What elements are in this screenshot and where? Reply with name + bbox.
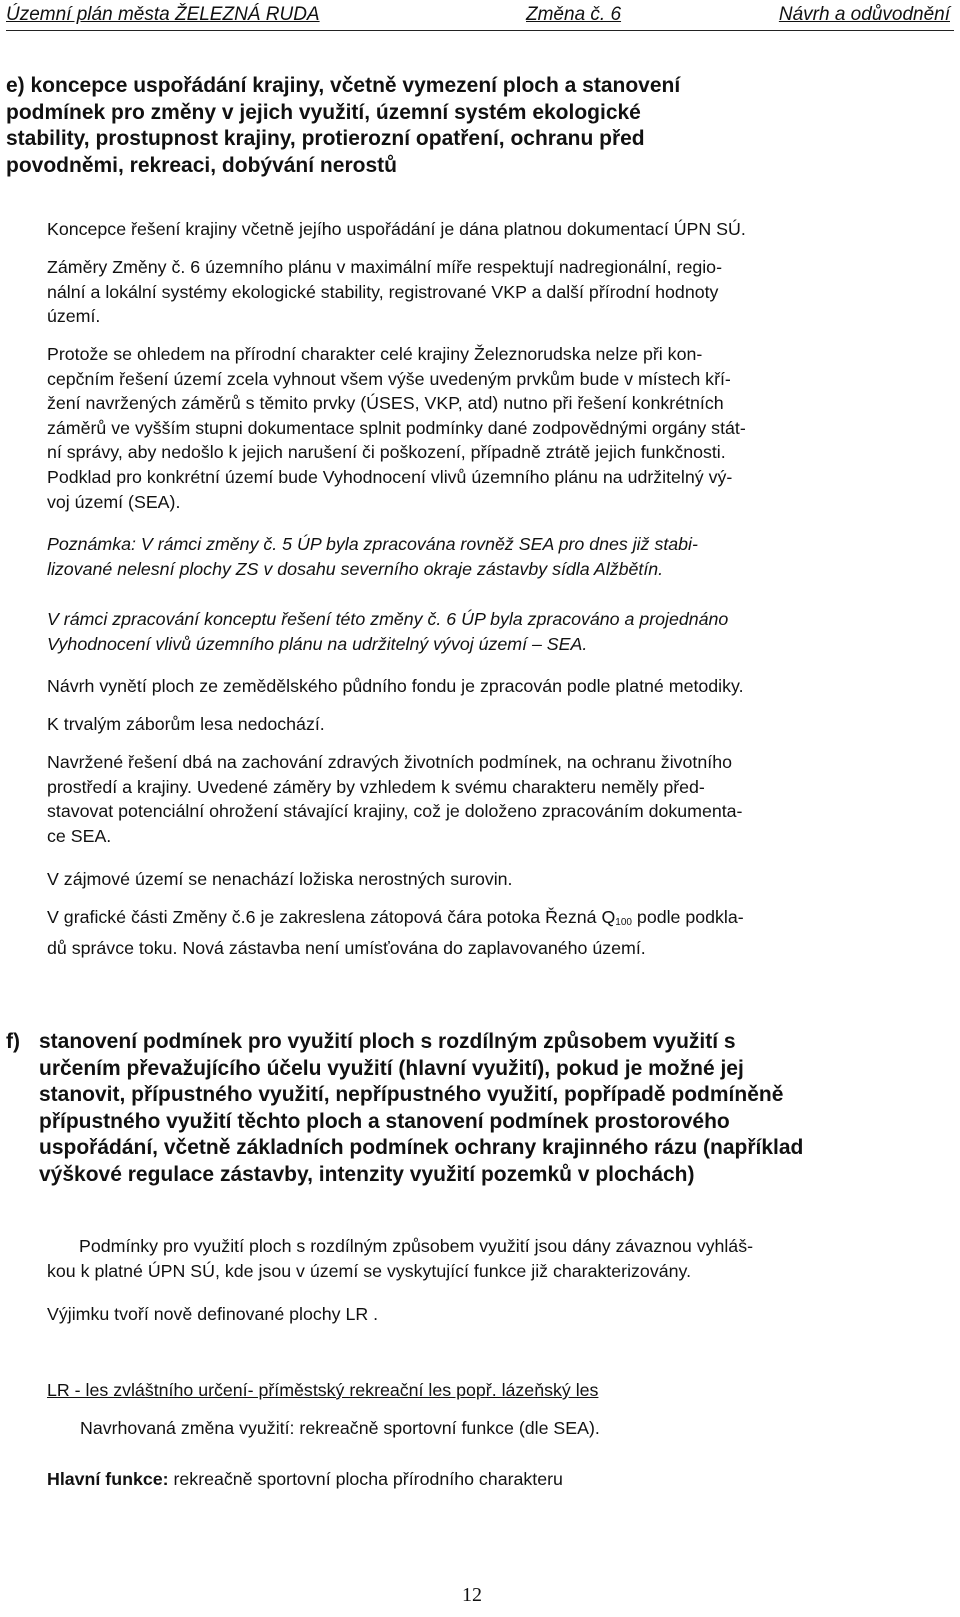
paragraph-line: Podmínky pro využití ploch s rozdílným způsobem využití jsou dány závaznou vyhláš- — [79, 1236, 754, 1256]
heading-first-text: stanovení podmínek pro využití ploch s rozdílným způsobem využití s — [39, 1030, 736, 1053]
paragraph-line: voj území (SEA). — [47, 491, 181, 512]
heading-line: přípustného využití těchto ploch a stanovení podmínek prostorového — [39, 1109, 730, 1133]
heading-line: povodněmi, rekreaci, dobývání nerostů — [6, 153, 397, 177]
paragraph-line: Koncepce řešení krajiny včetně jejího uspořádání je dána platnou dokumentací ÚPN SÚ. — [47, 219, 746, 239]
paragraph-environment — [47, 750, 742, 848]
paragraph-line: stavovat potenciální ohrožení stávající krajiny, což je doloženo zpracováním dokumenta- — [47, 801, 743, 822]
flood-text-a: V grafické části Změny č.6 je zakreslena zátopová čára potoka Řezná Q — [47, 907, 616, 927]
paragraph-line: ní správy, aby nedošlo k jejich narušení či poškození, případně ztrátě jejich funkčnosti. — [47, 442, 726, 463]
paragraph-line: kou k platné ÚPN SÚ, kde jsou v území se vyskytující funkce již charakterizovány. — [47, 1260, 692, 1281]
paragraph-line: prostředí a krajiny. Uvedené záměry by vzhledem k svému charakteru neměly před- — [47, 776, 705, 797]
paragraph-line: ce SEA. — [47, 825, 112, 846]
paragraph-line: Navržené řešení dbá na zachování zdravých životních podmínek, na ochranu životního — [47, 752, 732, 772]
paragraph-line: Protože se ohledem na přírodní charakter celé krajiny Železnorudska nelze při kon- — [47, 344, 703, 364]
heading-line: uspořádání, včetně základních podmínek ochrany krajinného rázu (například — [39, 1136, 804, 1159]
paragraph-line: LR - les zvláštního určení- příměstský rekreační les popř. lázeňský les — [47, 1380, 599, 1400]
heading-line: podmínek pro změny v jejich využití, územní systém ekologické — [6, 100, 641, 124]
paragraph-line: Návrh vynětí ploch ze zemědělského půdního fondu je zpracován podle platné metodiky. — [47, 676, 744, 696]
page-header — [6, 0, 954, 31]
paragraph-line — [47, 1467, 563, 1492]
lr-definition-title — [47, 1378, 598, 1403]
paragraph-line: Záměry Změny č. 6 územního plánu v maximální míře respektují nadregionální, regio- — [47, 257, 722, 277]
note-change-5-sea — [47, 532, 698, 581]
paragraph-flood-line — [47, 905, 744, 960]
main-function-value: rekreačně sportovní plocha přírodního charakteru — [168, 1469, 563, 1489]
paragraph-natural-character — [47, 342, 746, 514]
lr-main-function — [47, 1467, 563, 1492]
header-change-number: Změna č. 6 — [526, 4, 622, 25]
paragraph-mineral-deposits — [47, 867, 513, 892]
paragraph-line: území. — [47, 306, 101, 327]
header-document-title: Územní plán města ŽELEZNÁ RUDA — [6, 4, 320, 25]
paragraph-line: V rámci zpracování konceptu řešení této změny č. 6 ÚP byla zpracováno a projednáno — [47, 609, 729, 629]
page-number: 12 — [462, 1584, 482, 1606]
heading-line — [6, 1029, 926, 1056]
paragraph-ecological-stability — [47, 255, 722, 329]
paragraph-line: Vyhodnocení vlivů územního plánu na udržitelný vývoj území – SEA. — [47, 633, 588, 654]
note-change-6-sea — [47, 607, 728, 656]
paragraph-lr-exception — [47, 1302, 378, 1327]
paragraph-line: V zájmové území se nenachází ložiska nerostných surovin. — [47, 869, 513, 889]
section-f-heading — [6, 1029, 926, 1188]
section-f-label: f) — [6, 1030, 20, 1053]
paragraph-agricultural-land — [47, 674, 744, 699]
heading-line: stanovit, přípustného využití, nepřípustného využití, popřípadě podmíněně — [39, 1083, 784, 1106]
paragraph-line: nální a lokální systémy ekologické stability, registrované VKP a další přírodní hodnoty — [47, 281, 719, 302]
paragraph-landscape-concept — [47, 217, 746, 242]
paragraph-line: K trvalým záborům lesa nedochází. — [47, 714, 325, 734]
paragraph-line: záměrů ve vyšším stupni dokumentace splnit podmínky dané zodpovědnými orgány stát- — [47, 417, 746, 438]
paragraph-line: cepčním řešení území zcela vyhnout všem výše uvedeným prvkům bude v místech kří- — [47, 368, 731, 389]
paragraph-line: Výjimku tvoří nově definované plochy LR . — [47, 1304, 379, 1324]
lr-proposed-change — [80, 1416, 600, 1441]
heading-line: výškové regulace zástavby, intenzity využití pozemků v plochách) — [39, 1162, 695, 1186]
paragraph-line: Podklad pro konkrétní území bude Vyhodnocení vlivů územního plánu na udržitelný vý- — [47, 466, 733, 487]
heading-line: určením převažujícího účelu využití (hlavní využití), pokud je možné jej — [39, 1056, 744, 1080]
paragraph-line: žení navržených záměrů s těmito prvky (ÚSES, VKP, atd) nutno při řešení konkrétních — [47, 393, 724, 414]
paragraph-usage-conditions — [47, 1234, 753, 1283]
flood-subscript: 100 — [615, 917, 632, 928]
flood-text-b: podle podkla- — [631, 907, 744, 927]
section-e-heading — [6, 73, 896, 179]
paragraph-line: dů správce toku. Nová zástavba není umísťována do zaplavovaného území. — [47, 937, 646, 958]
paragraph-forest-occupation — [47, 712, 325, 737]
paragraph-line — [47, 905, 744, 936]
header-section-name: Návrh a odůvodnění — [778, 4, 950, 25]
paragraph-line: Navrhovaná změna využití: rekreačně sportovní funkce (dle SEA). — [80, 1418, 600, 1438]
heading-line: e) koncepce uspořádání krajiny, včetně vymezení ploch a stanovení — [6, 74, 681, 97]
main-function-label: Hlavní funkce: — [47, 1469, 169, 1489]
paragraph-line: Poznámka: V rámci změny č. 5 ÚP byla zpracována rovněž SEA pro dnes již stabi- — [47, 534, 698, 554]
paragraph-line: lizované nelesní plochy ZS v dosahu severního okraje zástavby sídla Alžbětín. — [47, 558, 664, 579]
heading-line: stability, prostupnost krajiny, protierozní opatření, ochranu před — [6, 127, 645, 150]
